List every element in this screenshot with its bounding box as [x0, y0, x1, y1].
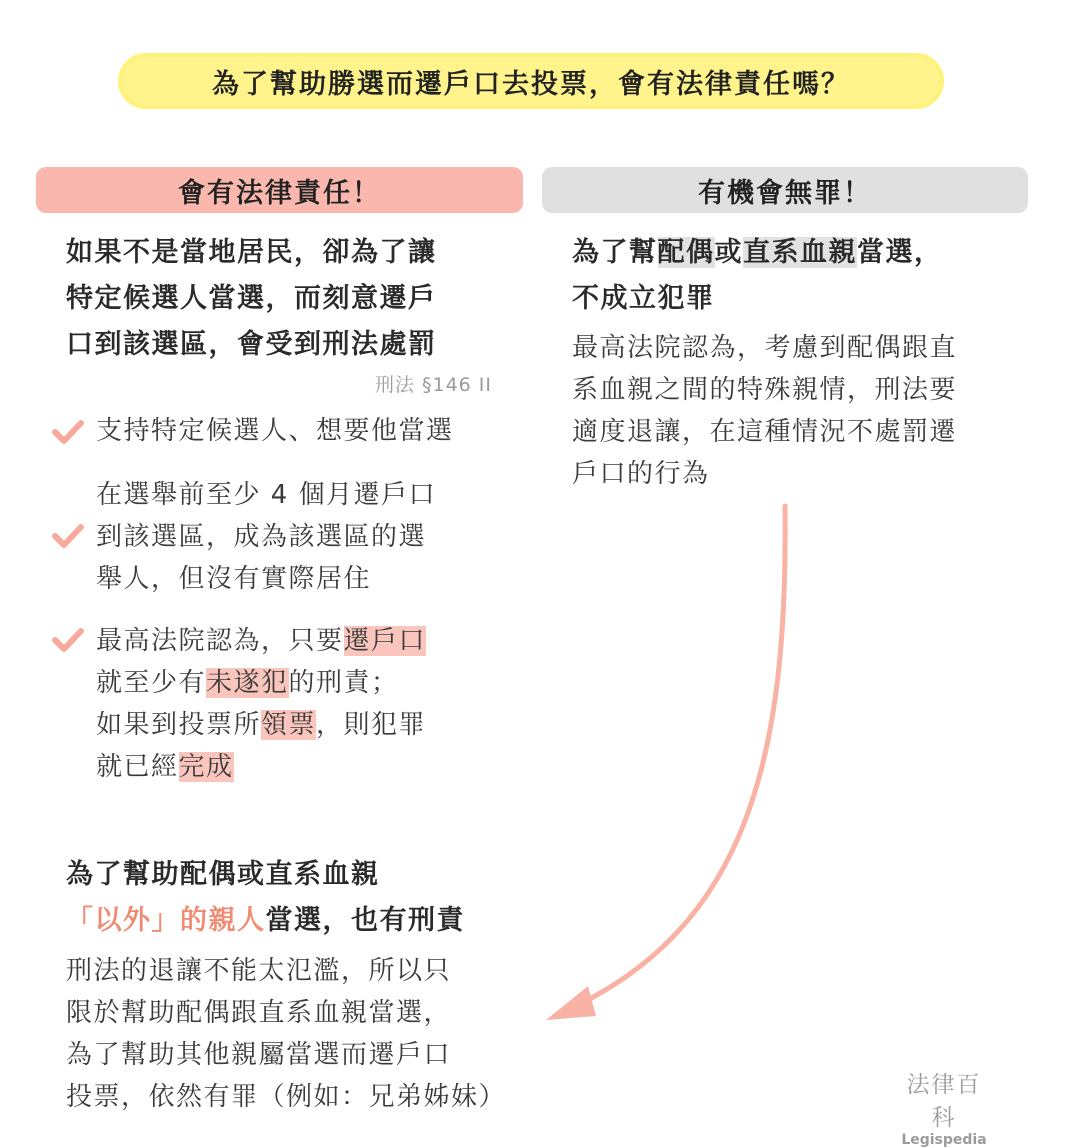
right-main-line	[572, 230, 943, 276]
highlight-completed: 完成	[178, 752, 234, 782]
bottom-main-line: 為了幫助配偶或直系血親	[66, 859, 380, 890]
checklist-item	[96, 474, 436, 600]
right-body-line: 系血親之間的特殊親情，刑法要	[572, 375, 958, 405]
left-main-line: 特定候選人當選，而刻意遷戶	[66, 283, 437, 314]
checklist-line: 舉人，但沒有實際居住	[96, 564, 372, 594]
text-segment: 就已經	[96, 752, 179, 782]
right-header: 有機會無罪！	[542, 167, 1028, 213]
text-segment: 的刑責；	[288, 668, 399, 698]
text-segment: 當選，也有刑責	[265, 905, 465, 936]
bottom-body-line: 刑法的退讓不能太氾濫，所以只	[66, 956, 452, 986]
bottom-body-line: 限於幫助配偶跟直系血親當選，	[66, 998, 452, 1028]
check-icon	[52, 626, 84, 654]
emphasis-other-relatives: 「以外」的親人	[66, 905, 266, 936]
bottom-body-line: 為了幫助其他親屬當選而遷戶口	[66, 1040, 452, 1070]
text-segment: 當選，	[857, 237, 943, 268]
text-segment: ，則犯罪	[316, 710, 427, 740]
checklist-line	[96, 620, 426, 662]
checklist-line	[96, 746, 426, 788]
logo-text: 法律百科	[906, 1072, 982, 1131]
right-main-statement	[572, 230, 943, 322]
right-main-line: 不成立犯罪	[572, 283, 715, 314]
checklist-line: 到該選區，成為該選區的選	[96, 522, 427, 552]
left-main-statement	[66, 230, 437, 368]
right-body-line: 適度退讓，在這種情況不處罰遷	[572, 417, 958, 447]
text-segment: 或	[714, 237, 743, 268]
bottom-body-text	[66, 950, 506, 1118]
bottom-main-statement	[66, 852, 465, 944]
left-main-line: 如果不是當地居民，卻為了讓	[66, 237, 437, 268]
right-body-text	[572, 327, 957, 495]
checklist-line: 在選舉前至少 4 個月遷戶口	[96, 480, 437, 510]
law-citation: 刑法 §146 II	[374, 374, 492, 396]
checklist-line	[96, 662, 426, 704]
title-banner	[118, 53, 944, 109]
text-segment: 最高法院認為，只要	[96, 626, 344, 656]
text-segment: 就至少有	[96, 668, 207, 698]
page-title: 為了幫助勝選而遷戶口去投票，會有法律責任嗎？	[212, 68, 850, 100]
check-icon	[52, 418, 84, 446]
text-segment: 如果到投票所	[96, 710, 262, 740]
highlight-spouse: 配偶	[657, 237, 715, 268]
bottom-body-line: 投票，依然有罪（例如：兄弟姊妹）	[66, 1082, 507, 1112]
left-header: 會有法律責任！	[36, 167, 523, 213]
highlight-attempted-crime: 未遂犯	[206, 668, 289, 698]
bottom-main-line	[66, 898, 465, 944]
highlight-relocate-registration: 遷戶口	[343, 626, 427, 656]
left-main-line: 口到該選區，會受到刑法處罰	[66, 329, 437, 360]
right-body-line: 最高法院認為，考慮到配偶跟直	[572, 333, 958, 363]
logo-subtext: Legispedia	[901, 1132, 987, 1148]
checklist-line	[96, 704, 426, 746]
checklist-item: 支持特定候選人、想要他當選	[96, 416, 454, 446]
logo	[896, 1066, 992, 1148]
curved-arrow-icon	[530, 500, 800, 1040]
right-body-line: 戶口的行為	[572, 459, 710, 489]
highlight-lineal-relative: 直系血親	[743, 237, 857, 268]
checklist-item	[96, 620, 426, 788]
highlight-receive-ballot: 領票	[261, 710, 317, 740]
check-icon	[52, 522, 84, 550]
text-segment: 為了幫	[572, 237, 658, 268]
